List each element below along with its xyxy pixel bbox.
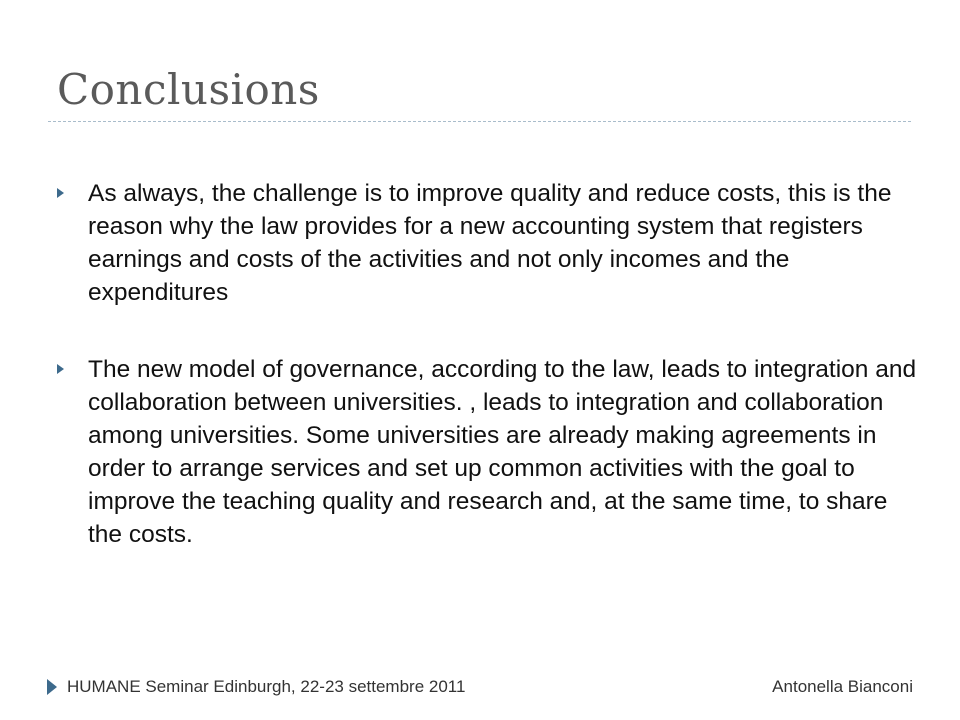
slide-footer [47,676,917,698]
triangle-right-icon [47,679,57,695]
bullet-list [57,177,917,551]
slide-title: Conclusions [57,65,320,114]
footer-event: HUMANE Seminar Edinburgh, 22-23 settembre 2011 [67,677,466,696]
footer-author: Antonella Bianconi [772,677,913,696]
title-divider [48,121,911,122]
triangle-right-icon [57,364,64,374]
bullet-item-1 [57,177,917,309]
bullet-text: As always, the challenge is to improve quality and reduce costs, this is the reason why the law provides for a new accounting system that registers earnings and costs of the activities and not only incomes and the expenditures [88,180,892,306]
bullet-item-2 [57,353,917,551]
triangle-right-icon [57,188,64,198]
bullet-text: The new model of governance, according to the law, leads to integration and collaboration between universities. , leads to integration and collaboration among universities. Some universities are already making agreements in order to arrange services and set up common activities with the goal to improve the teaching quality and research and, at the same time, to share the costs. [88,356,917,548]
